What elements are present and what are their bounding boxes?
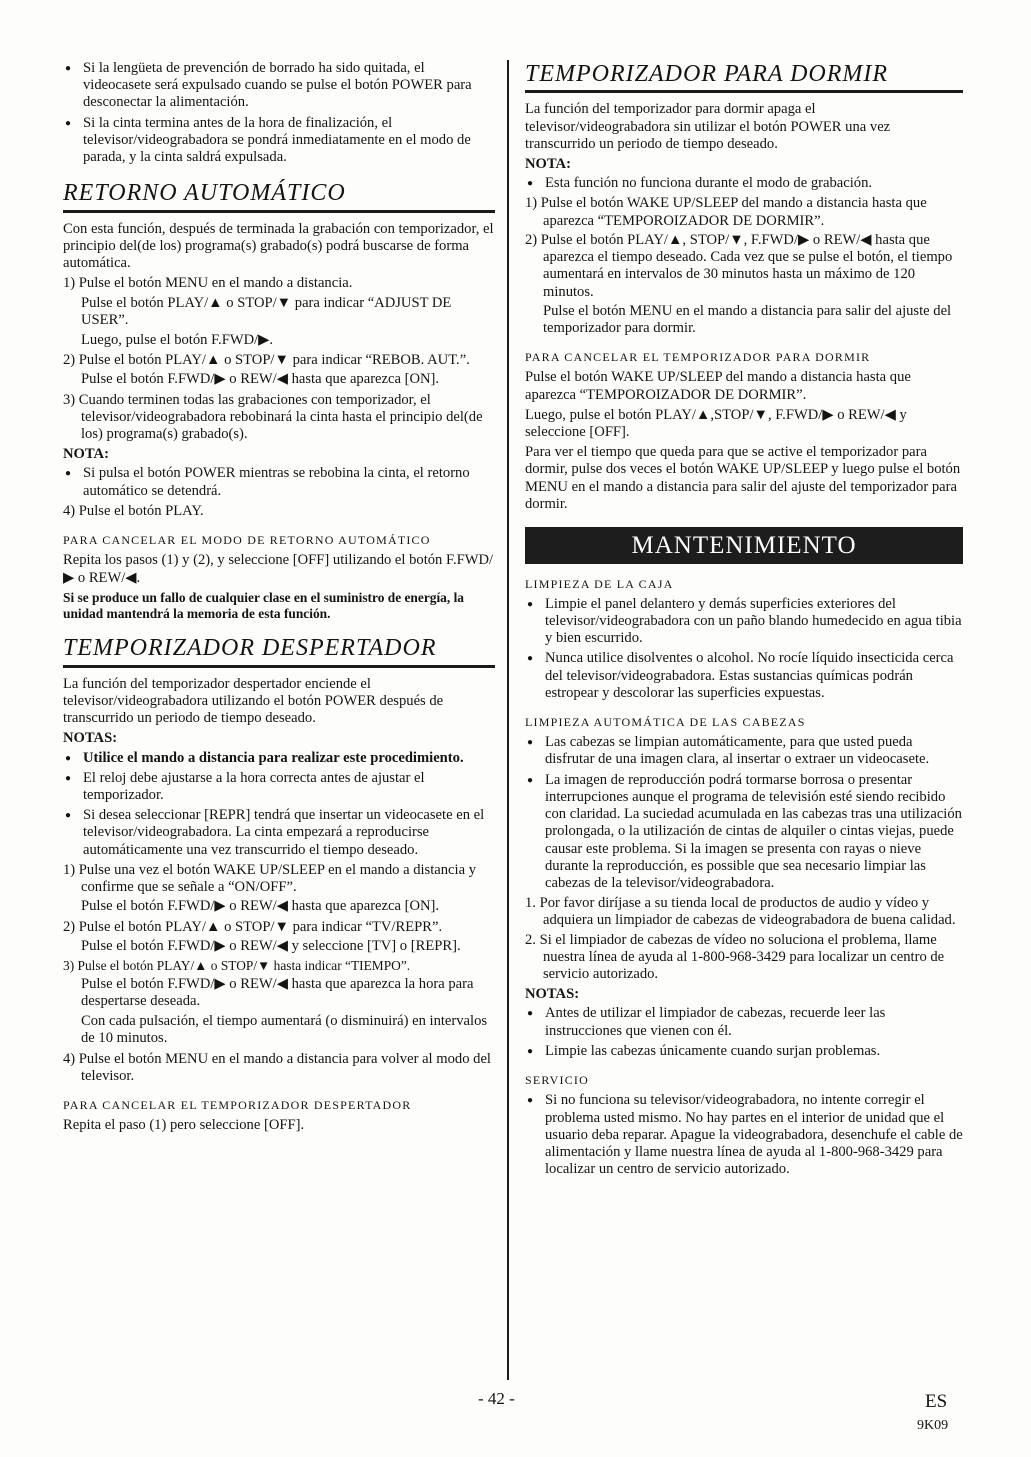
dormir-cancel-p3: Para ver el tiempo que queda para que se active el temporizador para dormir, pulse dos veces el botón WAKE UP/SLEEP y luego pulse el botón MENU en el mando a distancia para salir del ajuste del temporizador para dormir. bbox=[525, 444, 961, 512]
despertador-step-3b: Con cada pulsación, el tiempo aumentará (o disminuirá) en intervalos de 10 minutos. bbox=[81, 1013, 488, 1047]
language-code: ES bbox=[925, 1391, 948, 1412]
mantenimiento-nota: ● Limpie las cabezas únicamente cuando surjan problemas. bbox=[525, 1043, 963, 1060]
despertador-step-2: 2) Pulse el botón PLAY/▲ o STOP/▼ para indicar “TV/REPR”. bbox=[63, 918, 443, 935]
retorno-step-4: 4) Pulse el botón PLAY. bbox=[63, 502, 204, 519]
despertador-nota: ● Utilice el mando a distancia para realizar este procedimiento. bbox=[63, 750, 495, 767]
despertador-nota: ● El reloj debe ajustarse a la hora correcta antes de ajustar el temporizador. bbox=[63, 770, 495, 804]
section-banner-mantenimiento: MANTENIMIENTO bbox=[525, 527, 963, 564]
caja-bullet: ● Limpie el panel delantero y demás superficies exteriores del televisor/videograbadora con un paño blando humedecido en agua tibia y bien escurrido. bbox=[525, 596, 963, 648]
dormir-step-1: 1) Pulse el botón WAKE UP/SLEEP del mando a distancia hasta que aparezca “TEMPOROIZADOR DE DORMIR”. bbox=[525, 195, 927, 229]
despertador-cancel-title: PARA CANCELAR EL TEMPORIZADOR DESPERTADOR bbox=[63, 1098, 412, 1113]
caja-bullet: ● Nunca utilice disolventes o alcohol. No rocíe líquido insecticida cerca del televisor/videograbadora. Estas sustancias químicas podrán estropear y descolorar las superficies expuestas. bbox=[525, 650, 963, 702]
dormir-nota-label: NOTA: bbox=[525, 155, 571, 172]
page-number: - 42 - bbox=[478, 1389, 515, 1408]
section-title-dormir: TEMPORIZADOR PARA DORMIR bbox=[525, 60, 963, 93]
retorno-nota-label: NOTA: bbox=[63, 446, 109, 463]
servicio-text: ● Si no funciona su televisor/videograbadora, no intente corregir el problema usted mismo. No hay partes en el interior de unidad que el usuario deba reparar. Apague la videograbadora, desenchufe el cable de alimentación y llame nuestra línea de ayuda al 1-800-968-3429 para localizar un centro de servicio autorizado. bbox=[525, 1092, 963, 1178]
cabezas-step-1: 1. Por favor diríjase a su tienda local de productos de audio y vídeo y adquiera un limpiador de cabezas de videograbadora de buena calidad. bbox=[525, 895, 956, 929]
retorno-step-2: 2) Pulse el botón PLAY/▲ o STOP/▼ para indicar “REBOB. AUT.”. bbox=[63, 352, 470, 369]
dormir-cancel-title: PARA CANCELAR EL TEMPORIZADOR PARA DORMIR bbox=[525, 350, 871, 365]
mantenimiento-notas-label: NOTAS: bbox=[525, 986, 580, 1003]
caja-title: LIMPIEZA DE LA CAJA bbox=[525, 576, 674, 591]
retorno-step-2a: Pulse el botón F.FWD/▶ o REW/◀ hasta que aparezca [ON]. bbox=[81, 371, 440, 388]
cabezas-step-2: 2. Si el limpiador de cabezas de vídeo no soluciona el problema, llame nuestra línea de ayuda al 1-800-968-3429 para localizar un centro de servicio autorizado. bbox=[525, 931, 945, 983]
left-column bbox=[63, 60, 495, 1137]
retorno-nota: ● Si pulsa el botón POWER mientras se rebobina la cinta, el retorno automático se detendrá. bbox=[63, 465, 495, 499]
dormir-step-2: 2) Pulse el botón PLAY/▲, STOP/▼, F.FWD/▶ o REW/◀ hasta que aparezca el tiempo deseado. Cada vez que se pulse el botón, el tiempo aumentará en intervalos de 30 minutos hasta un máximo de 120 minutos. bbox=[525, 231, 953, 300]
section-title-despertador: TEMPORIZADOR DESPERTADOR bbox=[63, 634, 495, 667]
retorno-intro: Con esta función, después de terminada la grabación con temporizador, el principio del(de los) programa(s) grabado(s) podrá buscarse de forma automática. bbox=[63, 220, 494, 272]
cabezas-bullet: ● Las cabezas se limpian automáticamente, para que usted pueda disfrutar de una imagen clara, al insertar o extraer un videocasete. bbox=[525, 734, 963, 768]
despertador-notas-label: NOTAS: bbox=[63, 730, 118, 747]
despertador-step-1a: Pulse el botón F.FWD/▶ o REW/◀ hasta que aparezca [ON]. bbox=[81, 898, 440, 915]
despertador-step-2a: Pulse el botón F.FWD/▶ o REW/◀ y seleccione [TV] o [REPR]. bbox=[81, 937, 461, 954]
intro-bullet: ● Si la cinta termina antes de la hora de finalización, el televisor/videograbadora se pondrá inmediatamente en el modo de parada, y la cinta saldrá expulsada. bbox=[63, 115, 495, 167]
servicio-title: SERVICIO bbox=[525, 1073, 589, 1088]
dormir-nota: ● Esta función no funciona durante el modo de grabación. bbox=[525, 175, 963, 192]
despertador-step-3: 3) Pulse el botón PLAY/▲ o STOP/▼ hasta indicar “TIEMPO”. bbox=[63, 957, 411, 973]
cabezas-title: LIMPIEZA AUTOMÁTICA DE LAS CABEZAS bbox=[525, 715, 806, 730]
dormir-cancel-p1: Pulse el botón WAKE UP/SLEEP del mando a distancia hasta que aparezca “TEMPOROIZADOR DE DORMIR”. bbox=[525, 369, 911, 403]
despertador-cancel-text: Repita el paso (1) pero seleccione [OFF]. bbox=[63, 1117, 305, 1134]
retorno-power-note: Si se produce un fallo de cualquier clase en el suministro de energía, la unidad mantendrá la memoria de esta función. bbox=[63, 589, 464, 621]
retorno-step-1a: Pulse el botón PLAY/▲ o STOP/▼ para indicar “ADJUST DE USER”. bbox=[81, 294, 452, 328]
despertador-intro: La función del temporizador despertador enciende el televisor/videograbadora utilizando el botón POWER después de transcurrido un periodo de tiempo deseado. bbox=[63, 675, 444, 727]
model-code: 9K09 bbox=[917, 1418, 949, 1433]
despertador-nota: ● Si desea seleccionar [REPR] tendrá que insertar un videocasete en el televisor/videograbadora. La cinta empezará a reproducirse automáticamente una vez transcurrido el tiempo deseado. bbox=[63, 807, 495, 859]
retorno-step-1: 1) Pulse el botón MENU en el mando a distancia. bbox=[63, 275, 353, 292]
dormir-step-2a: Pulse el botón MENU en el mando a distancia para salir del ajuste del temporizador para dormir. bbox=[543, 302, 952, 336]
retorno-step-3: 3) Cuando terminen todas las grabaciones con temporizador, el televisor/videograbadora rebobinará la cinta hasta el principio del(de los) programa(s) grabado(s). bbox=[63, 391, 483, 443]
despertador-step-1: 1) Pulse una vez el botón WAKE UP/SLEEP en el mando a distancia y confirme que se señale a “ON/OFF”. bbox=[63, 861, 477, 896]
column-divider bbox=[507, 60, 509, 1380]
retorno-cancel-title: PARA CANCELAR EL MODO DE RETORNO AUTOMÁTICO bbox=[63, 533, 431, 548]
intro-bullet: ● Si la lengüeta de prevención de borrado ha sido quitada, el videocasete será expulsado cuando se pulse el botón POWER para desconectar la alimentación. bbox=[63, 60, 495, 112]
dormir-intro: La función del temporizador para dormir apaga el televisor/videograbadora sin utilizar el botón POWER una vez transcurrido un periodo de tiempo deseado. bbox=[525, 101, 891, 152]
right-column bbox=[525, 60, 963, 1181]
dormir-cancel-p2: Luego, pulse el botón PLAY/▲,STOP/▼, F.FWD/▶ o REW/◀ y seleccione [OFF]. bbox=[525, 406, 907, 440]
cabezas-bullet: ● La imagen de reproducción podrá tormarse borrosa o presentar interrupciones aunque el programa de televisión esté siendo recibido con claridad. La suciedad acumulada en las cabezas tras una utilización prolongada, o la utilización de cintas de alquiler o cintas viejas, puede causar este problema. Si la imagen se presenta con rayas o nieve durante la reproducción, es possible que sea necesario limpiar las cabezas de la televisor/videograbadora. bbox=[525, 772, 963, 893]
despertador-step-4: 4) Pulse el botón MENU en el mando a distancia para volver al modo del televisor. bbox=[63, 1050, 491, 1084]
despertador-step-3a: Pulse el botón F.FWD/▶ o REW/◀ hasta que aparezca la hora para despertarse deseada. bbox=[81, 975, 474, 1009]
section-title-retorno: RETORNO AUTOMÁTICO bbox=[63, 179, 495, 212]
retorno-cancel-text: Repita los pasos (1) y (2), y seleccione [OFF] utilizando el botón F.FWD/▶ o REW/◀. bbox=[63, 552, 494, 586]
retorno-step-1b: Luego, pulse el botón F.FWD/▶. bbox=[81, 331, 274, 348]
mantenimiento-nota: ● Antes de utilizar el limpiador de cabezas, recuerde leer las instrucciones que vienen con él. bbox=[525, 1005, 963, 1039]
